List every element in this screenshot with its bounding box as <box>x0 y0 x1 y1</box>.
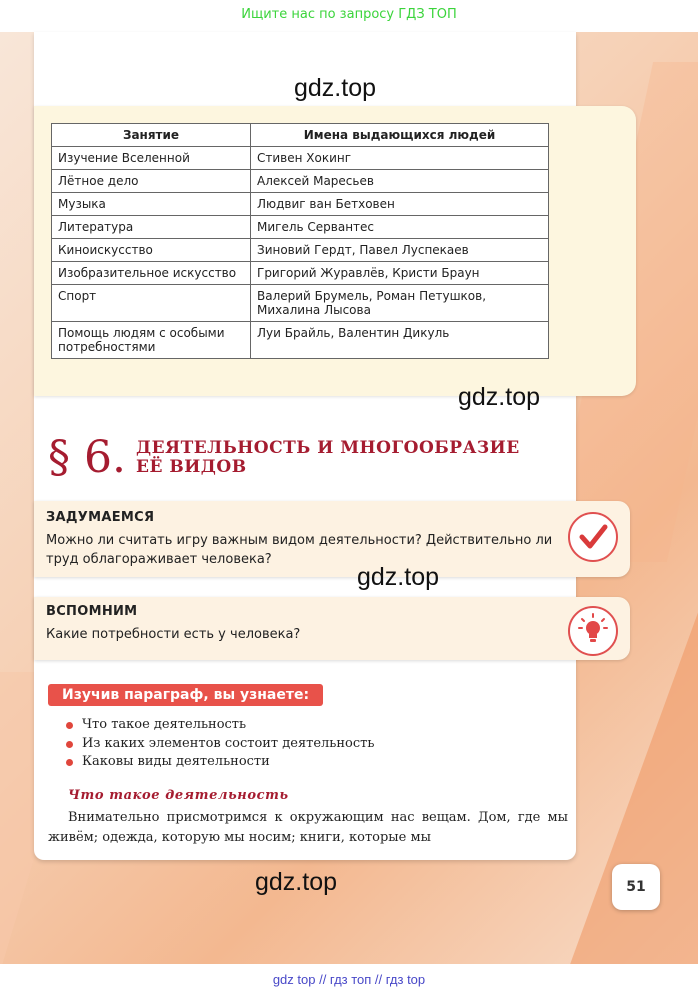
section-title <box>136 439 520 477</box>
table-cell: Литература <box>52 216 251 239</box>
table-cell: Музыка <box>52 193 251 216</box>
table-header: Имена выдающихся людей <box>251 124 549 147</box>
recall-box <box>34 597 630 660</box>
list-item: Что такое деятельность <box>66 716 374 735</box>
table-cell: Изучение Вселенной <box>52 147 251 170</box>
section-title-line: ЕЁ ВИДОВ <box>136 457 247 477</box>
think-box <box>34 501 630 577</box>
table-row <box>52 322 549 359</box>
table-cell: Лётное дело <box>52 170 251 193</box>
people-table <box>51 123 549 359</box>
list-item: Каковы виды деятельности <box>66 753 374 772</box>
top-banner <box>0 0 698 32</box>
table-cell: Алексей Маресьев <box>251 170 549 193</box>
table-cell: Людвиг ван Бетховен <box>251 193 549 216</box>
lightbulb-icon <box>568 606 618 656</box>
subheading: Что такое деятельность <box>68 788 289 803</box>
watermark: gdz.top <box>255 868 338 896</box>
table-row <box>52 170 549 193</box>
table-row <box>52 239 549 262</box>
table-cell: Помощь людям с особыми потребностями <box>52 322 251 359</box>
table-row <box>52 193 549 216</box>
table-cell: Стивен Хокинг <box>251 147 549 170</box>
think-box-text: Можно ли считать игру важным видом деятельности? Действительно ли труд облагораживает человека? <box>46 533 553 567</box>
table-cell: Мигель Сервантес <box>251 216 549 239</box>
top-banner-text: Ищите нас по запросу ГДЗ ТОП <box>241 7 457 22</box>
table-cell: Изобразительное искусство <box>52 262 251 285</box>
check-icon <box>568 512 618 562</box>
bottom-bar-text: gdz top // гдз топ // гдз top <box>272 972 426 987</box>
recall-box-text: Какие потребности есть у человека? <box>46 627 301 642</box>
table-header-row <box>52 124 549 147</box>
watermark: gdz.top <box>458 383 541 411</box>
table-header: Занятие <box>52 124 251 147</box>
body-paragraph: Внимательно присмотримся к окружающим нас вещам. Дом, где мы живём; одежда, которую мы носим; книги, которые мы <box>48 810 568 845</box>
table-row <box>52 285 549 322</box>
table-cell: Спорт <box>52 285 251 322</box>
learn-label: Изучив параграф, вы узнаете: <box>48 684 323 706</box>
section-number: § 6. <box>48 432 126 483</box>
think-box-title: ЗАДУМАЕМСЯ <box>46 510 155 525</box>
table-row <box>52 147 549 170</box>
section-heading <box>48 432 548 482</box>
table-cell: Луи Брайль, Валентин Дикуль <box>251 322 549 359</box>
bottom-bar <box>0 964 698 997</box>
table-cell: Григорий Журавлёв, Кристи Браун <box>251 262 549 285</box>
table-row <box>52 216 549 239</box>
page-number: 51 <box>612 864 660 910</box>
section-title-line: ДЕЯТЕЛЬНОСТЬ И МНОГООБРАЗИЕ <box>136 438 520 458</box>
table-row <box>52 262 549 285</box>
learn-list <box>66 716 374 772</box>
watermark: gdz.top <box>357 563 440 591</box>
watermark: gdz.top <box>294 74 377 102</box>
recall-box-title: ВСПОМНИМ <box>46 604 138 619</box>
table-cell: Киноискусство <box>52 239 251 262</box>
table-cell: Валерий Брумель, Роман Петушков, Михалина Лысова <box>251 285 549 322</box>
list-item: Из каких элементов состоит деятельность <box>66 735 374 754</box>
table-cell: Зиновий Гердт, Павел Луспекаев <box>251 239 549 262</box>
